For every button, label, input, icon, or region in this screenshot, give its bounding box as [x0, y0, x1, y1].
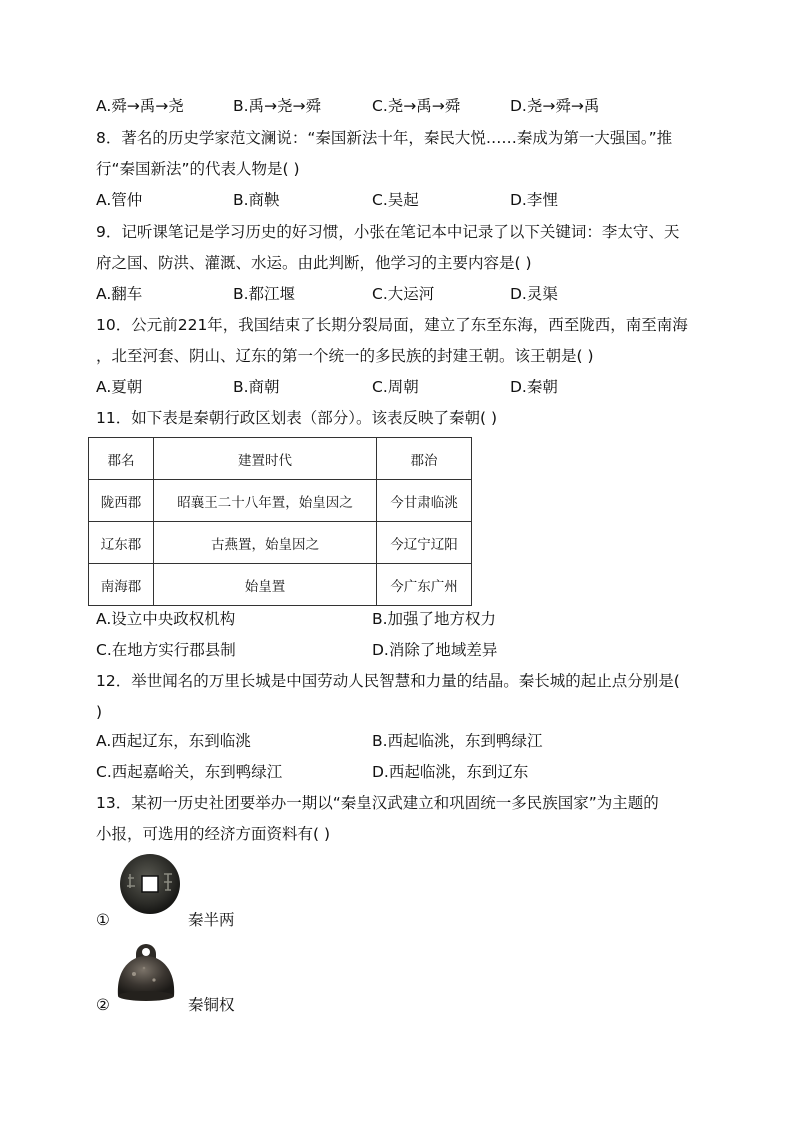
- table-header-row: [89, 438, 472, 480]
- table-cell: 始皇置: [154, 564, 377, 606]
- q10-option-d: D.秦朝: [510, 378, 558, 396]
- q12-stem-line2: ): [96, 703, 103, 721]
- q12-option-b: B.西起临洮，东到鸭绿江: [372, 732, 543, 750]
- table-cell: 南海郡: [89, 564, 154, 606]
- q12-option-c: C.西起嘉峪关，东到鸭绿江: [96, 763, 283, 781]
- ban-liang-coin-image: [118, 852, 182, 916]
- q12-option-a: A.西起辽东，东到临洮: [96, 732, 251, 750]
- q9-option-c: C.大运河: [372, 285, 435, 303]
- table-cell: 古燕置，始皇因之: [154, 522, 377, 564]
- q7-option-b: B.禹→尧→舜: [233, 97, 322, 115]
- bronze-weight-image: [110, 940, 182, 1006]
- table-row: [89, 564, 472, 606]
- table-cell: 今辽宁辽阳: [377, 522, 472, 564]
- table-cell: 今广东广州: [377, 564, 472, 606]
- item-caption: 秦铜权: [188, 996, 235, 1014]
- q13-stem-line2: 小报，可选用的经济方面资料有( ): [96, 825, 331, 843]
- table-row: [89, 522, 472, 564]
- q10-option-b: B.商朝: [233, 378, 280, 396]
- q11-option-b: B.加强了地方权力: [372, 610, 497, 628]
- q10-stem-line2: ，北至河套、阴山、辽东的第一个统一的多民族的封建王朝。该王朝是( ): [96, 347, 594, 365]
- q11-option-d: D.消除了地域差异: [372, 641, 498, 659]
- item-number: ①: [96, 911, 110, 929]
- q9-stem-line2: 府之国、防洪、灌溉、水运。由此判断，他学习的主要内容是( ): [96, 254, 532, 272]
- q7-option-a: A.舜→禹→尧: [96, 97, 184, 115]
- q7-option-d: D.尧→舜→禹: [510, 97, 600, 115]
- admin-division-table: [88, 437, 472, 606]
- table-cell: 昭襄王二十八年置，始皇因之: [154, 480, 377, 522]
- q9-option-a: A.翻车: [96, 285, 143, 303]
- q12-option-d: D.西起临洮，东到辽东: [372, 763, 529, 781]
- q9-option-d: D.灵渠: [510, 285, 558, 303]
- q11-stem-line1: 11．如下表是秦朝行政区划表（部分）。该表反映了秦朝( ): [96, 409, 497, 427]
- table-cell: 辽东郡: [89, 522, 154, 564]
- table-header-cell: 建置时代: [154, 438, 377, 480]
- q10-option-c: C.周朝: [372, 378, 419, 396]
- q11-option-a: A.设立中央政权机构: [96, 610, 236, 628]
- table-cell: 陇西郡: [89, 480, 154, 522]
- q10-option-a: A.夏朝: [96, 378, 143, 396]
- table-header-cell: 郡治: [377, 438, 472, 480]
- q11-option-c: C.在地方实行郡县制: [96, 641, 236, 659]
- item-caption: 秦半两: [188, 911, 235, 929]
- q7-option-c: C.尧→禹→舜: [372, 97, 461, 115]
- q8-stem-line1: 8．著名的历史学家范文澜说：“秦国新法十年，秦民大悦……秦成为第一大强国。”推: [96, 129, 673, 147]
- q10-stem-line1: 10．公元前221年，我国结束了长期分裂局面，建立了东至东海，西至陇西，南至南海: [96, 316, 688, 334]
- q8-option-d: D.李悝: [510, 191, 558, 209]
- q8-option-c: C.吴起: [372, 191, 419, 209]
- table-header-cell: 郡名: [89, 438, 154, 480]
- item-number: ②: [96, 996, 110, 1014]
- q9-stem-line1: 9．记听课笔记是学习历史的好习惯，小张在笔记本中记录了以下关键词：李太守、天: [96, 223, 680, 241]
- q8-stem-line2: 行“秦国新法”的代表人物是( ): [96, 160, 300, 178]
- q8-option-a: A.管仲: [96, 191, 143, 209]
- table-row: [89, 480, 472, 522]
- table-cell: 今甘肃临洮: [377, 480, 472, 522]
- q9-option-b: B.都江堰: [233, 285, 296, 303]
- q12-stem-line1: 12．举世闻名的万里长城是中国劳动人民智慧和力量的结晶。秦长城的起止点分别是(: [96, 672, 680, 690]
- q13-stem-line1: 13．某初一历史社团要举办一期以“秦皇汉武建立和巩固统一多民族国家”为主题的: [96, 794, 659, 812]
- q8-option-b: B.商鞅: [233, 191, 280, 209]
